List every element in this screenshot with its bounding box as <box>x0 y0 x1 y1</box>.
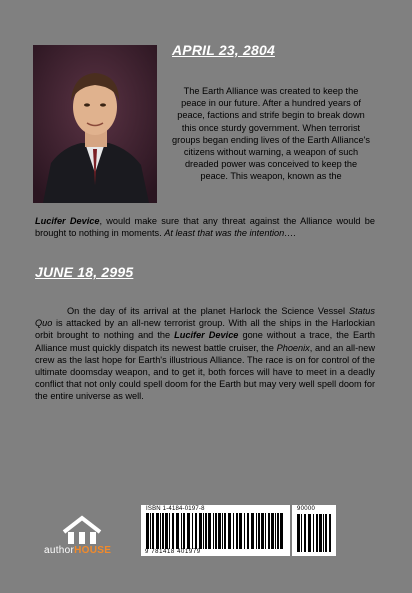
barcode-digits: 9 781418 401979 <box>145 549 201 555</box>
lucifer-device-term: Lucifer Device <box>174 330 239 341</box>
price-bars <box>297 514 331 552</box>
portrait-image <box>33 45 157 203</box>
synopsis-text: gone without a trace, the Earth Alliance must quickly dispatch its newest battle cruiser, the <box>35 330 375 353</box>
publisher-author: author <box>44 545 75 556</box>
intro-text-cont: , would make sure that any threat against the Alliance would be brought to nothing in moments. <box>35 216 375 239</box>
barcode <box>141 505 290 556</box>
intro-text: The Earth Alliance was created to keep the peace in our future. After a hundred years of peace, factions and strife begin to break down this once sturdy government. When terrorist groups began ending lives of the Earth Alliance's citizens without warning, a weapon of such dreaded power was conceived to keep the peace. This weapon, known as the <box>172 86 370 182</box>
heading-june: JUNE 18, 2995 <box>35 264 134 280</box>
lucifer-device-term: Lucifer Device <box>35 216 100 226</box>
publisher-house: HOUSE <box>74 545 112 556</box>
isbn-label: ISBN 1-4184-0197-8 <box>146 506 205 512</box>
intro-paragraph-continued <box>35 215 375 239</box>
phoenix-term: Phoenix <box>276 342 310 353</box>
synopsis-text: On the day of its arrival at the planet Harlock the Science Vessel <box>67 306 345 316</box>
price-barcode <box>292 505 336 556</box>
heading-april: APRIL 23, 2804 <box>172 42 275 58</box>
author-portrait <box>33 45 157 203</box>
authorhouse-logo-icon <box>44 510 120 570</box>
intro-paragraph <box>171 85 371 183</box>
synopsis-paragraph <box>35 305 375 403</box>
status-quo-term: Status Quo <box>35 306 375 329</box>
price-code: 90000 <box>297 506 316 512</box>
synopsis-text: is attacked by an all-new terrorist group. With all the ships in the Harlockian orbit brought to nothing and the <box>35 318 375 341</box>
synopsis-text: , and an all-new crew as the last hope for Earth's illustrious Alliance. The race is on for control of the ultimate doomsday weapon, and to get it, both forces will have to meet in a deadly conflict that not only could spell doom for the Earth but may very well spell doom for the entire universe as well. <box>35 342 375 402</box>
intro-italic-text: At least that was the intention…. <box>164 228 296 239</box>
publisher-wordmark <box>44 545 111 556</box>
barcode-bars <box>146 513 285 549</box>
